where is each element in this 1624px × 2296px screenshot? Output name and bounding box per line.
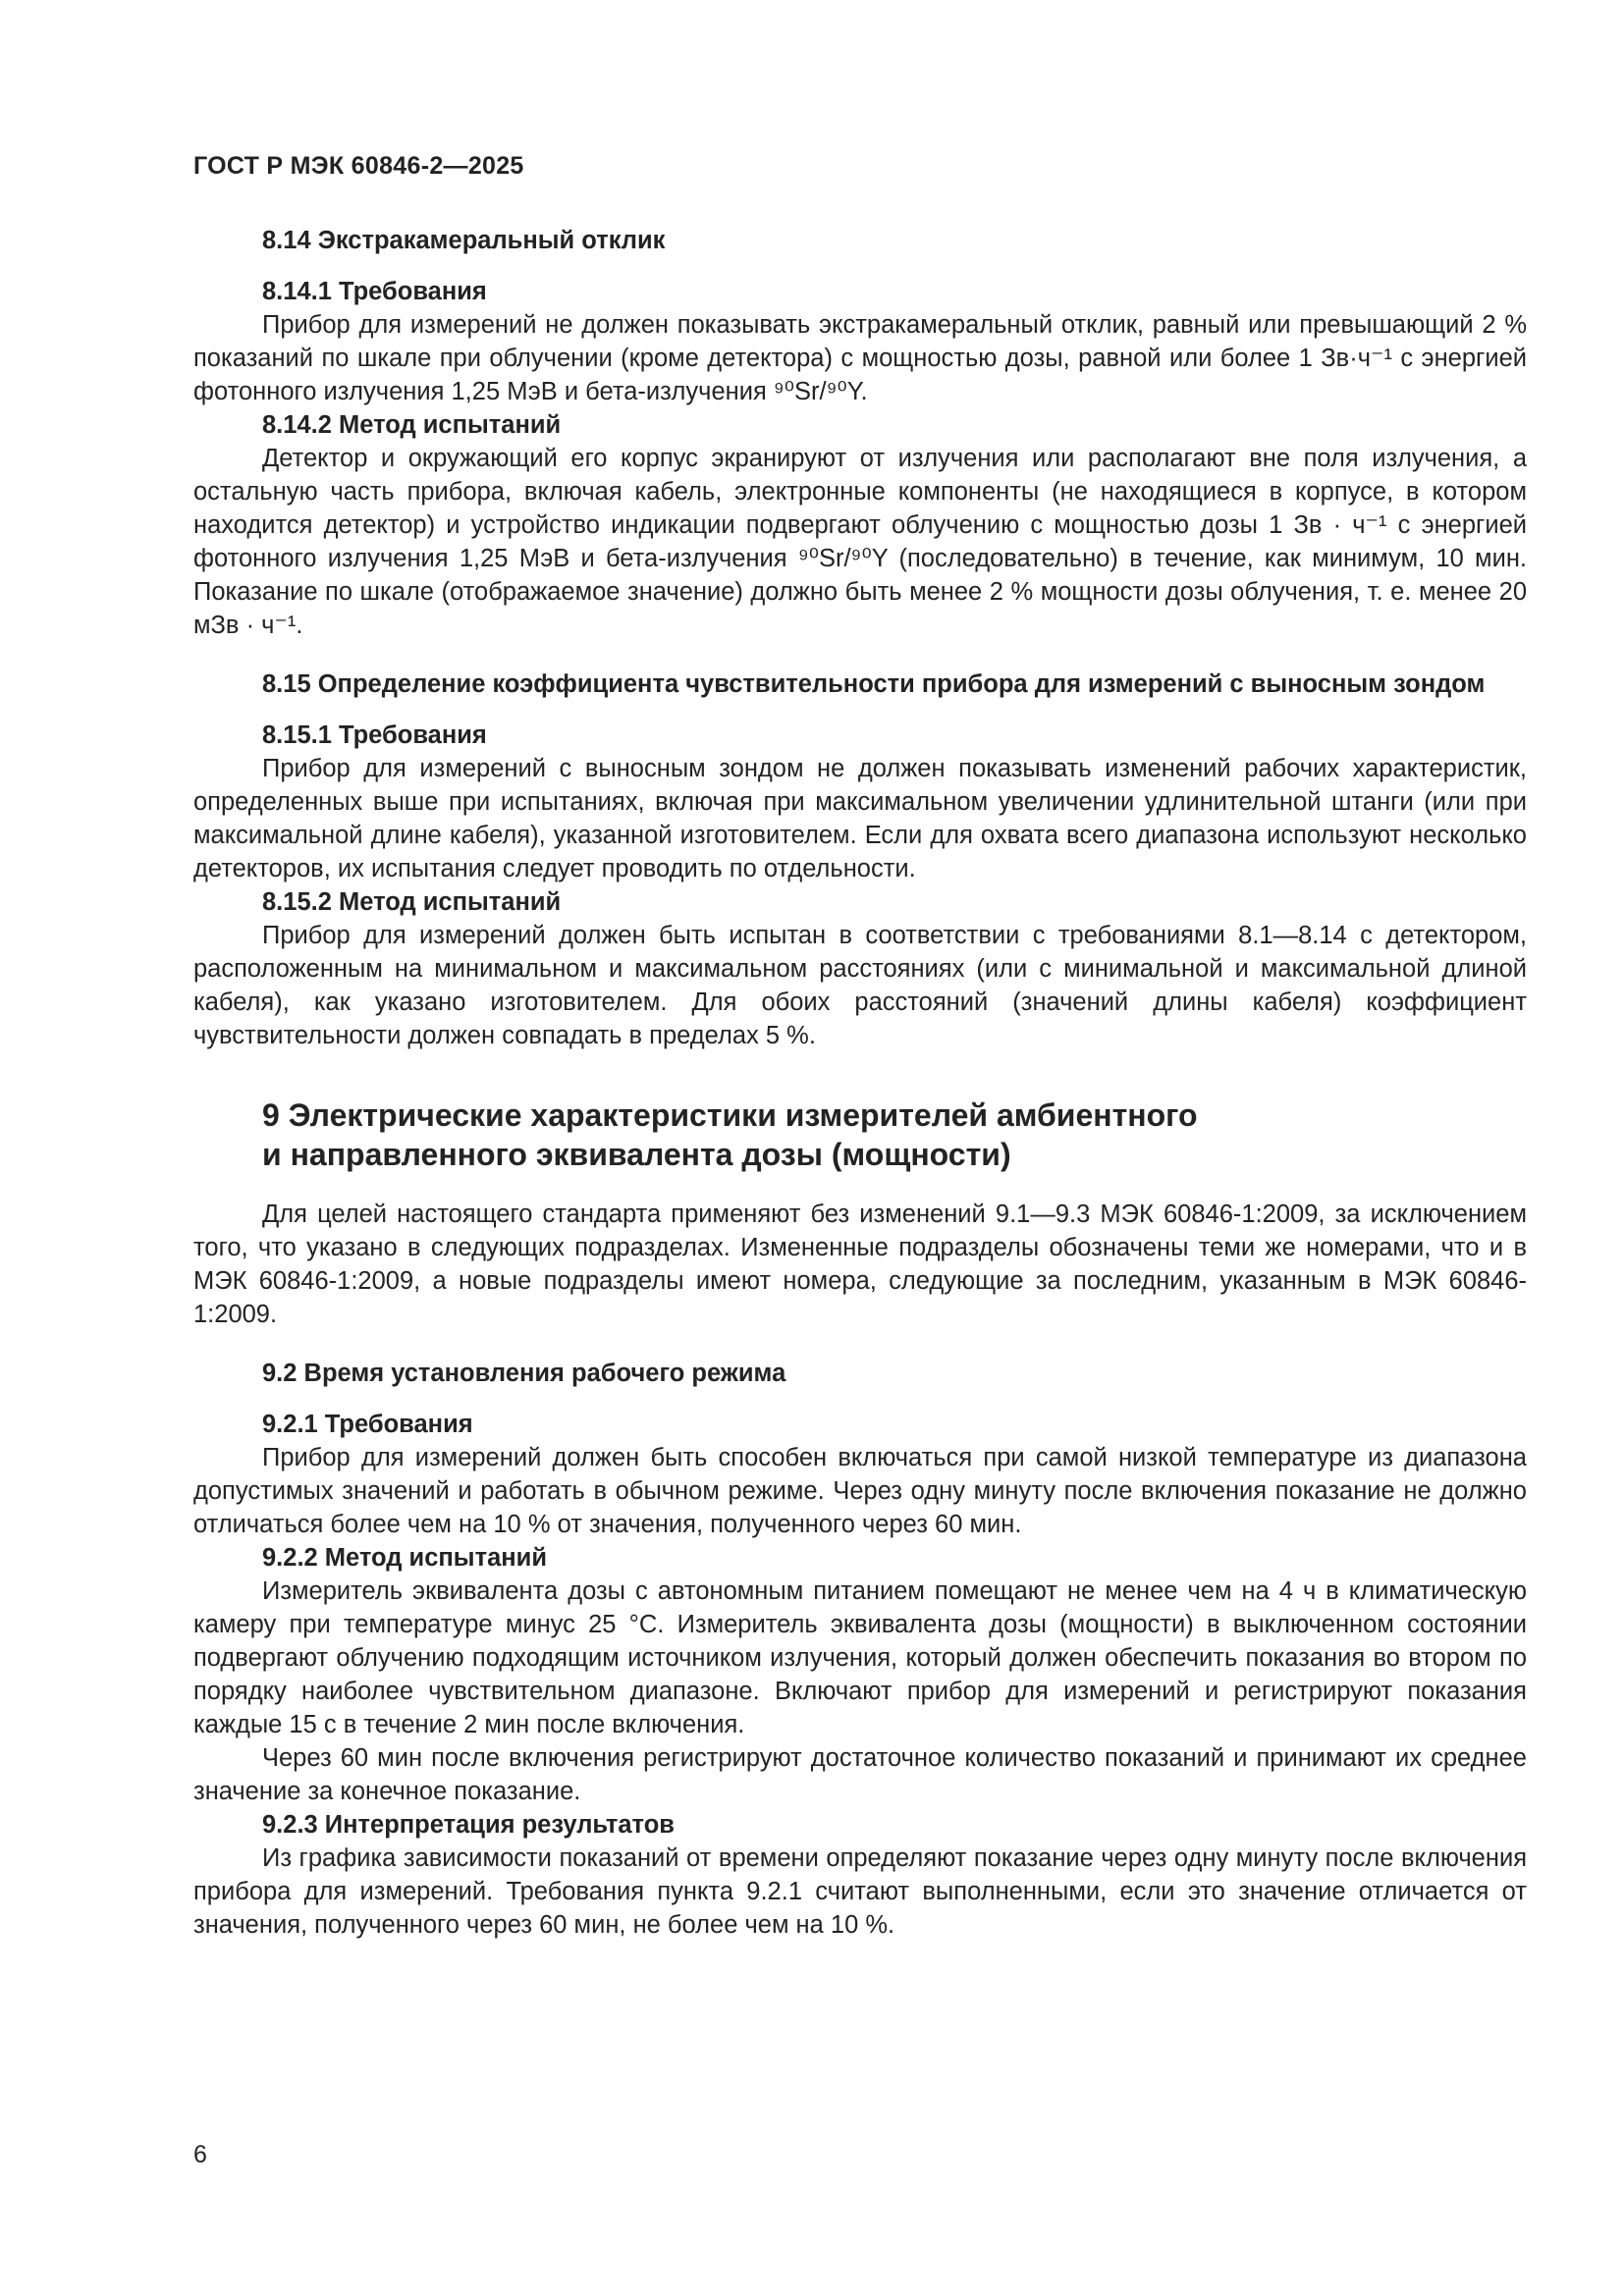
section-8-15-title: 8.15 Определение коэффициента чувствительности прибора для измерений с выносным зондом	[262, 670, 1486, 698]
section-9-2-title: 9.2 Время установления рабочего режима	[262, 1360, 786, 1387]
section-8-14-1-title: 8.14.1 Требования	[262, 278, 487, 305]
chapter-9-intro: Для целей настоящего стандарта применяют без изменений 9.1—9.3 МЭК 60846-1:2009, за исключением того, что указано в следующих подразделах. Измененные подразделы обозначены теми же номерами, что и в МЭК 60846-1:2009, а новые подразделы имеют номера, следующие за последним, указанным в МЭК 60846-1:2009.	[193, 1201, 1527, 1328]
section-9-2-1-text: Прибор для измерений должен быть способен включаться при самой низкой температуре из диапазона допустимых значений и работать в обычном режиме. Через одну минуту после включения показание не должно отличаться более чем на 10 % от значения, полученного через 60 мин.	[193, 1444, 1527, 1538]
section-8-14-2-title: 8.14.2 Метод испытаний	[262, 411, 562, 439]
section-8-14-2-text: Детектор и окружающий его корпус экранируют от излучения или располагают вне поля излучения, а остальную часть прибора, включая кабель, электронные компоненты (не находящиеся в корпусе, в котором находится детектор) и устройство индикации подвергают облучению с мощностью дозы 1 Зв · ч⁻¹ с энергией фотонного излучения 1,25 МэВ и бета-излучения ⁹⁰Sr/⁹⁰Y (последовательно) в течение, как минимум, 10 мин. Показание по шкале (отображаемое значение) должно быть менее 2 % мощности дозы облучения, т. е. менее 20 мЗв · ч⁻¹.	[193, 445, 1527, 639]
document-body	[193, 224, 1527, 1942]
section-8-15-2-title: 8.15.2 Метод испытаний	[262, 888, 562, 916]
section-9-2-3-text: Из графика зависимости показаний от времени определяют показание через одну минуту после включения прибора для измерений. Требования пункта 9.2.1 считают выполненными, если это значение отличается от значения, полученного через 60 мин, не более чем на 10 %.	[193, 1844, 1527, 1939]
page-number: 6	[193, 2141, 207, 2168]
chapter-9-title	[193, 1095, 1527, 1174]
section-9-2-1-title: 9.2.1 Требования	[262, 1411, 473, 1438]
section-8-15-1-title: 8.15.1 Требования	[262, 721, 487, 749]
section-9-2-2-text-2: Через 60 мин после включения регистрируют достаточное количество показаний и принимают их среднее значение за конечное показание.	[193, 1744, 1527, 1805]
section-8-14-1-text: Прибор для измерений не должен показывать экстракамеральный отклик, равный или превышающий 2 % показаний по шкале при облучении (кроме детектора) с мощностью дозы, равной или более 1 Зв·ч⁻¹ с энергией фотонного излучения 1,25 МэВ и бета-излучения ⁹⁰Sr/⁹⁰Y.	[193, 311, 1527, 405]
section-9-2-2-text-1: Измеритель эквивалента дозы с автономным питанием помещают не менее чем на 4 ч в климатическую камеру при температуре минус 25 °С. Измеритель эквивалента дозы (мощности) в выключенном состоянии подвергают облучению подходящим источником излучения, который должен обеспечить показания во втором по порядку наиболее чувствительном диапазоне. Включают прибор для измерений и регистрируют показания каждые 15 с в течение 2 мин после включения.	[193, 1577, 1527, 1738]
section-9-2-3-title: 9.2.3 Интерпретация результатов	[262, 1811, 675, 1839]
chapter-9-title-line1: 9 Электрические характеристики измерителей амбиентного	[262, 1097, 1198, 1133]
section-8-15-1-text: Прибор для измерений с выносным зондом не должен показывать изменений рабочих характеристик, определенных выше при испытаниях, включая при максимальном увеличении удлинительной штанги (или при максимальной длине кабеля), указанной изготовителем. Если для охвата всего диапазона используют несколько детекторов, их испытания следует проводить по отдельности.	[193, 755, 1527, 882]
chapter-9-title-line2: и направленного эквивалента дозы (мощности)	[262, 1137, 1011, 1172]
section-9-2-2-title: 9.2.2 Метод испытаний	[262, 1544, 548, 1572]
document-header: ГОСТ Р МЭК 60846-2—2025	[193, 152, 524, 180]
section-8-14-title: 8.14 Экстракамеральный отклик	[262, 227, 666, 254]
section-8-15-2-text: Прибор для измерений должен быть испытан в соответствии с требованиями 8.1—8.14 с детектором, расположенным на минимальном и максимальном расстояниях (или с минимальной и максимальной длиной кабеля), как указано изготовителем. Для обоих расстояний (значений длины кабеля) коэффициент чувствительности должен совпадать в пределах 5 %.	[193, 922, 1527, 1049]
